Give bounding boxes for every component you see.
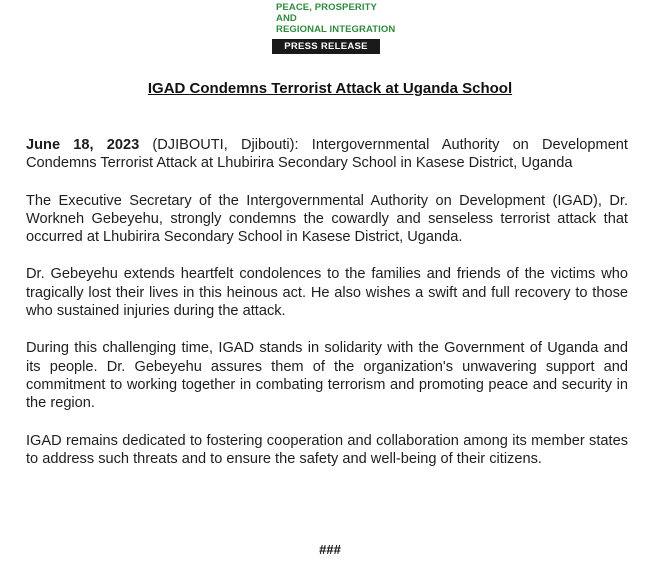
body-paragraph-4: IGAD remains dedicated to fostering cooperation and collaboration among its member states to address such threats and to ensure the safety and well-being of their citizens. — [26, 432, 628, 467]
body-paragraph-2: Dr. Gebeyehu extends heartfelt condolences to the families and friends of the victims who tragically lost their lives in this heinous act. He also wishes a swift and full recovery to those who sustained injuries during the attack. — [26, 266, 628, 320]
press-release-badge: PRESS RELEASE — [272, 39, 380, 54]
tagline-line-1: PEACE, PROSPERITY AND — [276, 2, 377, 24]
org-tagline — [0, 2, 660, 35]
document-body — [26, 136, 628, 487]
tagline-line-2: REGIONAL INTEGRATION — [276, 24, 396, 35]
document-title: IGAD Condemns Terrorist Attack at Uganda School — [147, 80, 513, 97]
body-paragraph-1: The Executive Secretary of the Intergovernmental Authority on Development (IGAD), Dr. Workneh Gebeyehu, strongly condemns the cowardly and senseless terrorist attack that occurred at Lhubirira Secondary School in Kasese District, Uganda. — [26, 192, 628, 246]
intro-paragraph — [26, 136, 628, 173]
press-header — [0, 2, 660, 54]
end-of-release-mark: ### — [319, 542, 341, 557]
body-paragraph-3: During this challenging time, IGAD stands in solidarity with the Government of Uganda and its people. Dr. Gebeyehu assures them of the organization's unwavering support and commitment to working together in combating terrorism and promoting peace and security in the region. — [26, 340, 628, 412]
release-date: June 18, 2023 — [26, 137, 140, 153]
intro-text: (DJIBOUTI, Djibouti): Intergovernmental Authority on Development Condemns Terrorist Attack at Lhubirira Secondary School in Kasese District, Uganda — [26, 137, 628, 172]
